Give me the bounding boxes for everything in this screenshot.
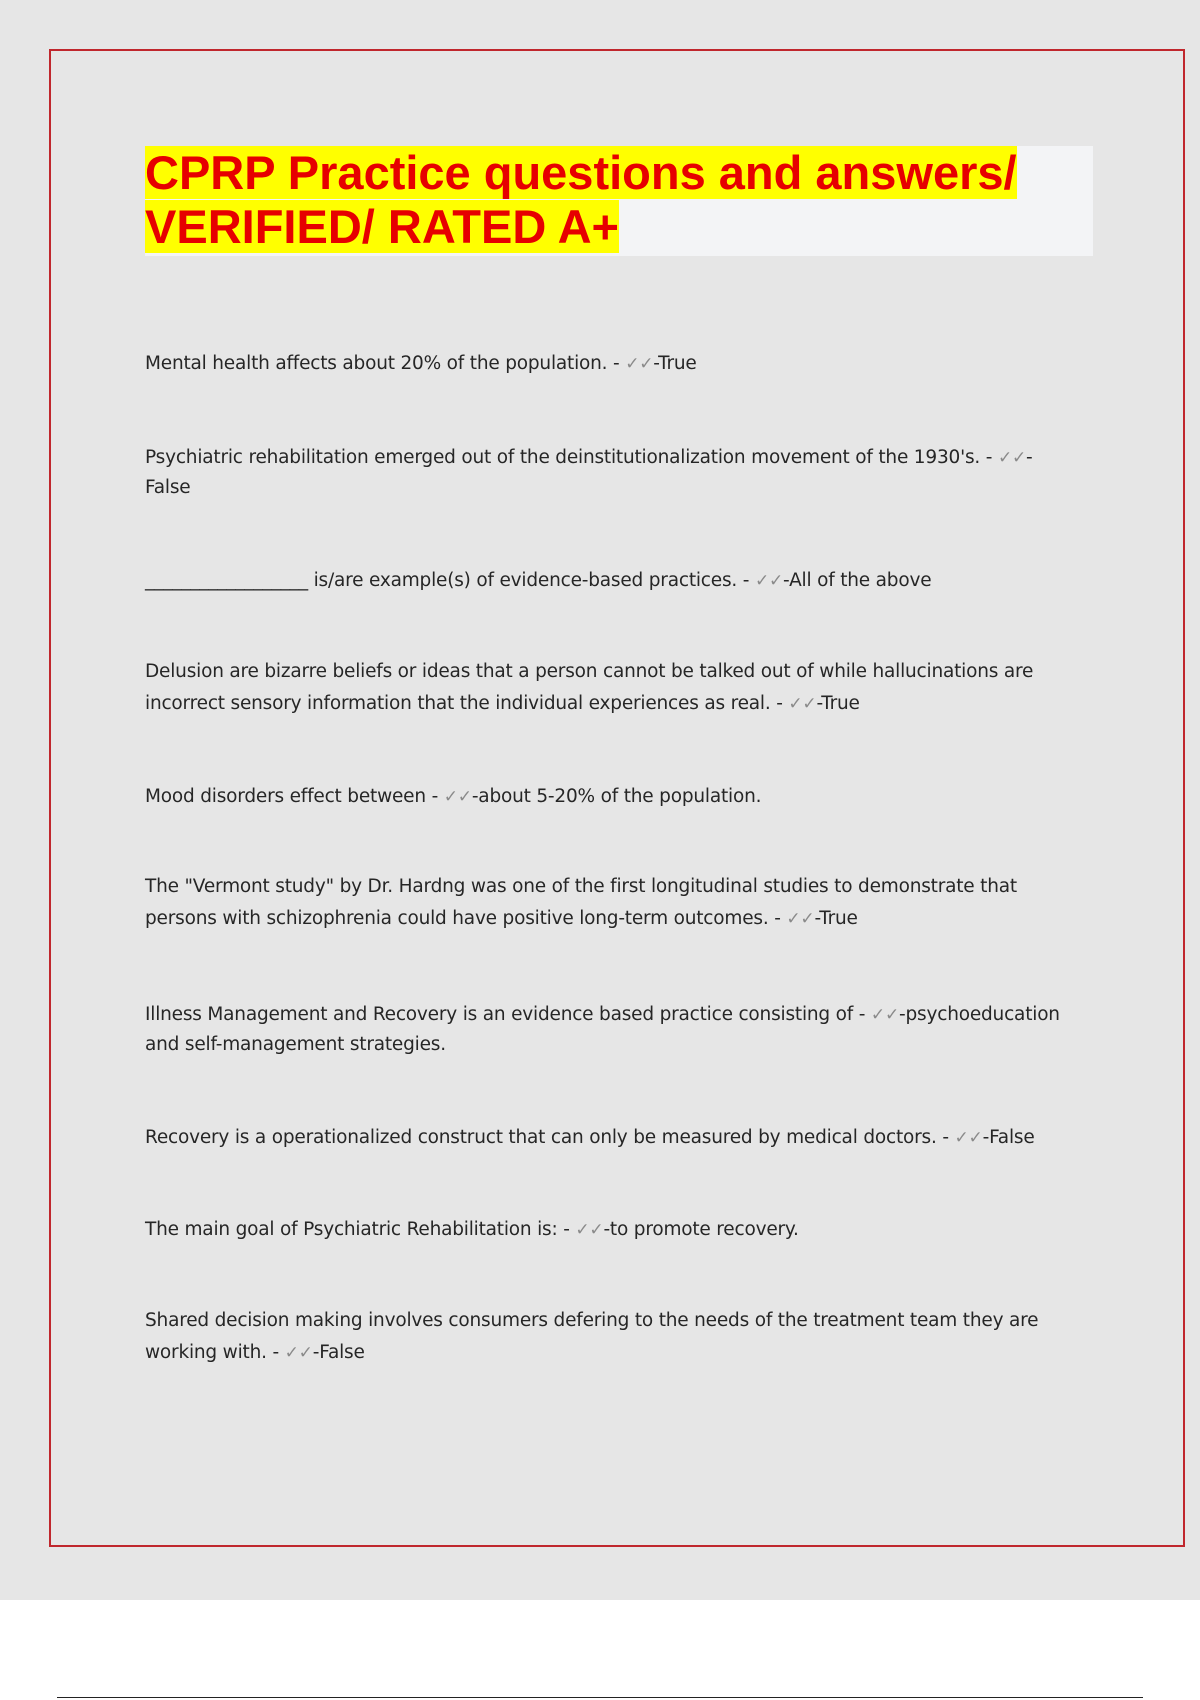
answer-text: -to promote recovery.: [603, 1219, 799, 1240]
question-text: Mood disorders effect between -: [145, 786, 439, 807]
footer-divider: [57, 1697, 1143, 1698]
qa-item: [145, 1305, 1075, 1369]
question-text: Psychiatric rehabilitation emerged out of the deinstitutionalization movement of the 1930's. -: [145, 447, 993, 468]
answer-text: -psychoeducation and self-management strategies.: [145, 1004, 1060, 1055]
double-check-icon: ✓✓: [625, 354, 654, 374]
question-text: The "Vermont study" by Dr. Hardng was one of the first longitudinal studies to demonstrate that persons with schizophrenia could have positive long-term outcomes. -: [145, 876, 1017, 929]
title-line-1: CPRP Practice questions and answers/: [145, 146, 1017, 199]
question-text: Delusion are bizarre beliefs or ideas that a person cannot be talked out of while hallucinations are incorrect sensory information that the individual experiences as real. -: [145, 661, 1034, 714]
qa-item: [145, 1214, 1075, 1246]
qa-item: [145, 781, 1075, 813]
double-check-icon: ✓✓: [284, 1343, 313, 1363]
question-text: Illness Management and Recovery is an evidence based practice consisting of -: [145, 1004, 866, 1025]
answer-text: -True: [814, 908, 858, 929]
double-check-icon: ✓✓: [443, 787, 472, 807]
answer-text: -True: [653, 353, 697, 374]
question-text: Mental health affects about 20% of the population. -: [145, 353, 620, 374]
qa-item: [145, 1122, 1075, 1154]
answer-text: -All of the above: [783, 570, 932, 591]
question-text: The main goal of Psychiatric Rehabilitation is: -: [145, 1219, 570, 1240]
answer-text: -False: [982, 1127, 1035, 1148]
answer-text: -True: [816, 693, 860, 714]
title-block: [145, 146, 1093, 254]
title-line-2: VERIFIED/ RATED A+: [145, 200, 619, 253]
answer-text: -False: [145, 447, 1033, 498]
qa-item: [145, 656, 1075, 720]
qa-item: [145, 871, 1075, 935]
answer-text: -False: [312, 1342, 365, 1363]
double-check-icon: ✓✓: [754, 571, 784, 591]
qa-item: [145, 348, 1075, 380]
question-text: __________________ is/are example(s) of evidence-based practices. -: [145, 570, 750, 591]
answer-text: -about 5-20% of the population.: [471, 786, 762, 807]
double-check-icon: ✓✓: [575, 1220, 604, 1240]
double-check-icon: ✓✓: [997, 448, 1027, 468]
qa-item: [145, 1000, 1075, 1059]
double-check-icon: ✓✓: [788, 694, 817, 714]
question-text: Recovery is a operationalized construct that can only be measured by medical doctors. -: [145, 1127, 949, 1148]
qa-item: [145, 443, 1075, 502]
qa-item: [145, 565, 1075, 597]
document-title: [145, 146, 1093, 254]
question-text: Shared decision making involves consumers defering to the needs of the treatment team they are working with. -: [145, 1310, 1039, 1363]
double-check-icon: ✓✓: [870, 1005, 900, 1025]
double-check-icon: ✓✓: [786, 909, 815, 929]
double-check-icon: ✓✓: [954, 1128, 983, 1148]
